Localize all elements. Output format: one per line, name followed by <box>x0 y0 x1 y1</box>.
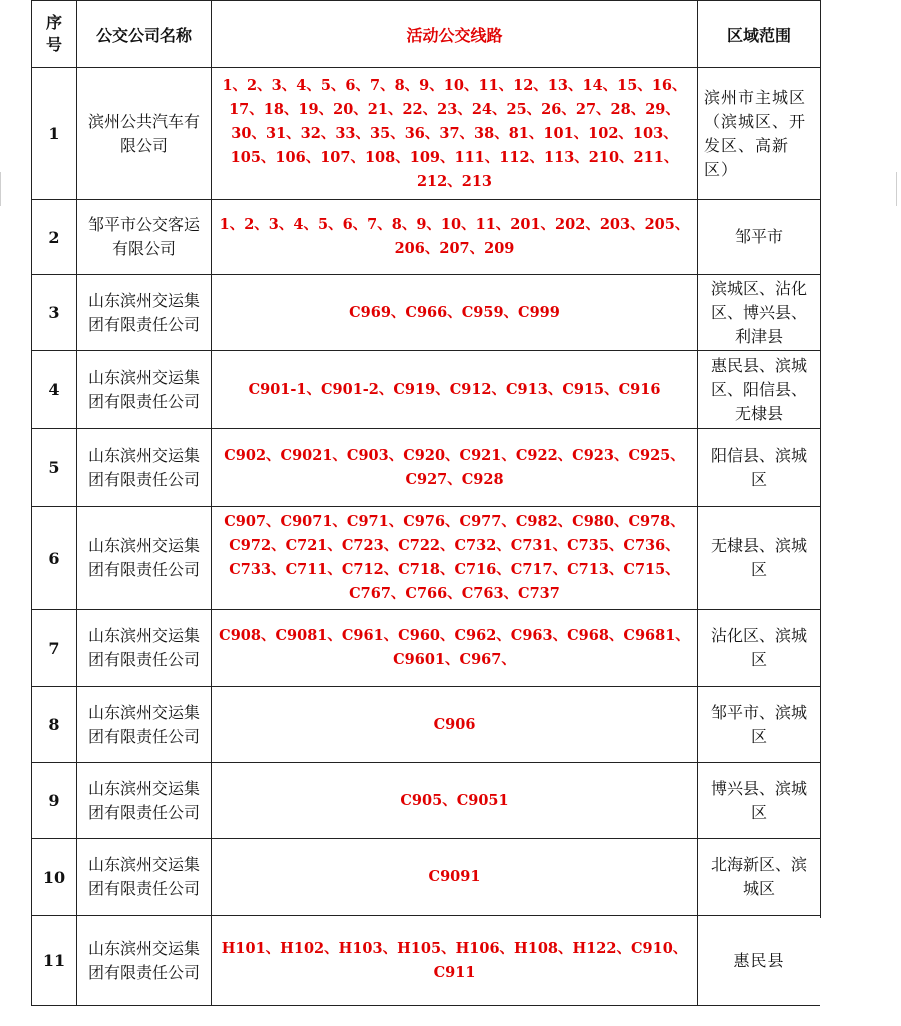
row-area: 阳信县、滨城区 <box>698 429 821 507</box>
row-area: 惠民县 <box>698 916 821 1006</box>
row-routes: C9091 <box>212 839 698 916</box>
row-index: 1 <box>32 68 77 200</box>
row-area: 博兴县、滨城区 <box>698 763 821 839</box>
table-row <box>32 763 821 839</box>
row-index: 5 <box>32 429 77 507</box>
table-row <box>32 200 821 275</box>
row-routes: H101、H102、H103、H105、H106、H108、H122、C910、C911 <box>212 916 698 1006</box>
row-routes: C908、C9081、C961、C960、C962、C963、C968、C9681、C9601、C967、 <box>212 610 698 687</box>
row-index: 7 <box>32 610 77 687</box>
row-index: 8 <box>32 687 77 763</box>
header-index: 序号 <box>32 1 77 68</box>
table-row <box>32 507 821 610</box>
row-routes: 1、2、3、4、5、6、7、8、9、10、11、201、202、203、205、206、207、209 <box>212 200 698 275</box>
row-company: 山东滨州交运集团有限责任公司 <box>77 507 212 610</box>
row-area: 邹平市、滨城区 <box>698 687 821 763</box>
header-area: 区域范围 <box>698 1 821 68</box>
row-index: 2 <box>32 200 77 275</box>
row-company: 山东滨州交运集团有限责任公司 <box>77 351 212 429</box>
row-company: 滨州公共汽车有限公司 <box>77 68 212 200</box>
row-company: 山东滨州交运集团有限责任公司 <box>77 763 212 839</box>
row-routes: 1、2、3、4、5、6、7、8、9、10、11、12、13、14、15、16、17、18、19、20、21、22、23、24、25、26、27、28、29、30、31、32、33、35、36、37、38、81、101、102、103、105、106、107、108、109、111、112、113、210、211、212、213 <box>212 68 698 200</box>
row-company: 山东滨州交运集团有限责任公司 <box>77 610 212 687</box>
row-area: 邹平市 <box>698 200 821 275</box>
row-area: 北海新区、滨城区 <box>698 839 821 916</box>
table-row <box>32 351 821 429</box>
table-row <box>32 687 821 763</box>
row-routes: C901-1、C901-2、C919、C912、C913、C915、C916 <box>212 351 698 429</box>
bus-routes-table <box>31 0 821 1006</box>
row-routes: C969、C966、C959、C999 <box>212 275 698 351</box>
row-index: 3 <box>32 275 77 351</box>
row-company: 山东滨州交运集团有限责任公司 <box>77 429 212 507</box>
row-routes: C905、C9051 <box>212 763 698 839</box>
row-company: 山东滨州交运集团有限责任公司 <box>77 839 212 916</box>
row-index: 4 <box>32 351 77 429</box>
row-index: 11 <box>32 916 77 1006</box>
page-mask <box>820 918 840 1024</box>
table-row <box>32 610 821 687</box>
row-routes: C907、C9071、C971、C976、C977、C982、C980、C978、C972、C721、C723、C722、C732、C731、C735、C736、C733、C711、C712、C718、C716、C717、C713、C715、C767、C766、C763、C737 <box>212 507 698 610</box>
table-header-row <box>32 1 821 68</box>
row-routes: C906 <box>212 687 698 763</box>
page-edge-left <box>0 172 19 206</box>
row-routes: C902、C9021、C903、C920、C921、C922、C923、C925、C927、C928 <box>212 429 698 507</box>
table-row <box>32 839 821 916</box>
row-company: 邹平市公交客运有限公司 <box>77 200 212 275</box>
row-area: 惠民县、滨城区、阳信县、无棣县 <box>698 351 821 429</box>
row-company: 山东滨州交运集团有限责任公司 <box>77 916 212 1006</box>
table-row <box>32 429 821 507</box>
header-routes: 活动公交线路 <box>212 1 698 68</box>
row-area: 无棣县、滨城区 <box>698 507 821 610</box>
row-company: 山东滨州交运集团有限责任公司 <box>77 275 212 351</box>
row-area: 沾化区、滨城区 <box>698 610 821 687</box>
table-row <box>32 68 821 200</box>
row-area: 滨城区、沾化区、博兴县、利津县 <box>698 275 821 351</box>
row-company: 山东滨州交运集团有限责任公司 <box>77 687 212 763</box>
row-index: 9 <box>32 763 77 839</box>
row-index: 6 <box>32 507 77 610</box>
page-edge-right <box>896 172 901 206</box>
table-row <box>32 916 821 1006</box>
table-row <box>32 275 821 351</box>
header-company: 公交公司名称 <box>77 1 212 68</box>
row-area: 滨州市主城区（滨城区、开发区、高新区） <box>698 68 821 200</box>
row-index: 10 <box>32 839 77 916</box>
